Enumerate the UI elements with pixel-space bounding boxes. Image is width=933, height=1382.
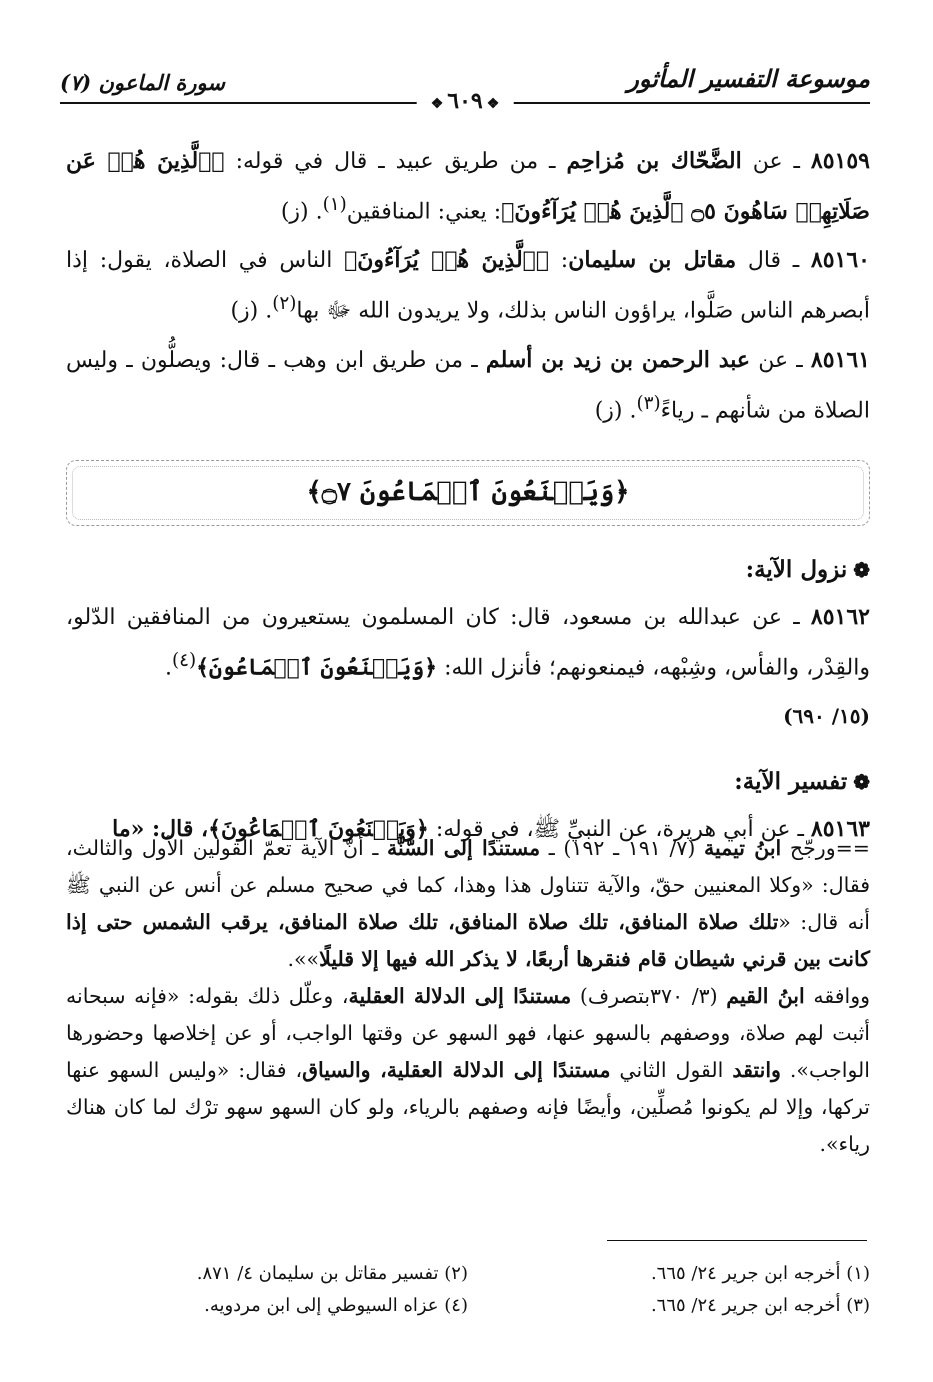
entry-number: ٨٥١٦٠ (810, 247, 870, 274)
surah-label: سورة الماعون (٧) (60, 70, 225, 95)
entry-text: ـ عن (750, 347, 811, 373)
entry-end: ، قال: «ما (112, 816, 209, 843)
footnote-3: (٣) أخرجه ابن جرير ٢٤/ ٦٦٥. (650, 1295, 870, 1316)
narrator-name: مقاتل بن سليمان (568, 247, 737, 274)
entry-end: . (ز) (280, 199, 323, 225)
narrator-name: عبد الرحمن بن زيد بن أسلم (485, 346, 751, 373)
entry-85162 (66, 596, 870, 689)
entry-end: . (164, 655, 172, 681)
note-text: ووافقه (804, 984, 870, 1008)
note-paragraph-2 (66, 978, 870, 1163)
entry-85161 (66, 339, 870, 432)
commentary-note (66, 830, 870, 1163)
ayah-banner (66, 460, 870, 526)
footnote-ref[interactable]: (٣) (636, 392, 661, 414)
entry-text: : يعني: المنافقين (346, 199, 502, 225)
ayah-text: ﴿وَيَمۡنَعُونَ ٱلۡمَاعُونَ ۝٧﴾ (306, 477, 630, 508)
note-text: ـ أنّ الآية تعمّ القولين الأول والثالث، فقال: «وكلا المعنيين حقّ، والآية تتناول هذا وهذا، كما في صحيح مسلم عن أنس عن النبي ﷺ أنه قال: « (66, 836, 870, 934)
hadith-text: تلك صلاة المنافق، تلك صلاة المنافق، تلك صلاة المنافق، يرقب الشمس حتى إذا كانت بين قرني شيطان قام فنقرها أربعًا، لا يذكر الله فيها إلا قليلًا (66, 910, 870, 971)
footnotes (66, 1258, 870, 1322)
note-paragraph-1 (66, 830, 870, 978)
ornament-icon: ❖ (486, 96, 500, 112)
entry-number: ٨٥١٦١ (810, 346, 870, 373)
flower-icon: ❁ (853, 557, 870, 582)
page-number-box (417, 88, 514, 114)
note-text: القول الثاني (610, 1058, 733, 1082)
entry-end: . (ز) (230, 298, 273, 324)
entry-85160 (66, 239, 870, 332)
entry-text: الناس في الصلاة، يقول: إذا أبصرهم الناس صَلَّوا، يراؤون الناس بذلك، ولا يريدون الله ﷻ بها (66, 248, 870, 324)
scholar-name: ابنُ القيم (726, 984, 805, 1008)
note-text: (٣/ ٣٧٠بتصرف) (571, 984, 727, 1008)
entry-text: ـ عن (741, 149, 811, 174)
entry-text: ـ من طريق ابن وهب ـ قال: ويصلُّون ـ وليس الصلاة من شأنهم ـ رياءً (66, 347, 870, 423)
footnote-rule (607, 1240, 867, 1241)
note-text: ، وعلّل ذلك بقوله: «فإنه سبحانه أثبت لهم صلاة، ووصفهم بالسهو عنها، فهو السهو عن وقتها الواجب، أو عن إخلاصها وحضورها الواجب». (66, 984, 870, 1082)
entry-number: ٨٥١٦٣ (810, 816, 870, 843)
entry-text: : (549, 248, 569, 274)
section-heading-nuzul (66, 548, 870, 592)
book-title: موسوعة التفسير المأثور (627, 64, 870, 93)
footnote-2: (٢) تفسير مقاتل بن سليمان ٤/ ٨٧١. (196, 1263, 468, 1284)
quran-verse: ﴿وَيَمۡنَعُونَ ٱلۡمَاعُونَ﴾ (196, 654, 438, 681)
section-title: تفسير الآية: (734, 768, 848, 796)
ornament-icon: ❖ (430, 96, 444, 112)
entry-text: ـ من طريق عبيد ـ قال في قوله: (224, 149, 567, 174)
quran-verse: ﴿ٱلَّذِينَ هُمۡ يُرَآءُونَ﴾ (344, 247, 550, 274)
volume-reference: (١٥/ ٦٩٠) (783, 704, 870, 729)
note-emphasis: وانتقد (732, 1058, 781, 1082)
note-text: ، فقال: «وليس السهو عنها تركها، وإلا لم يكونوا مُصلِّين، وأيضًا فإنه وصفهم بالرياء، ولو كان السهو سهو ترْك لما كان هناك رياء». (66, 1058, 870, 1156)
entry-number: ٨٥١٥٩ (810, 148, 870, 174)
entry-85159 (66, 140, 870, 233)
note-emphasis: مستندًا إلى الدلالة العقلية، والسياق (302, 1058, 611, 1082)
note-text: (٧/ ١٩١ ـ ١٩٢) ـ (540, 836, 705, 860)
section-heading-tafsir (66, 760, 870, 804)
note-text: »». (287, 947, 320, 971)
footnote-ref[interactable]: (٢) (272, 293, 297, 315)
main-text (66, 140, 870, 857)
footnote-4: (٤) عزاه السيوطي إلى ابن مردويه. (204, 1295, 468, 1316)
entry-text: ـ قال (736, 248, 811, 274)
page-number: ٦٠٩ (447, 88, 483, 114)
footnote-ref[interactable]: (١) (322, 194, 347, 215)
footnote-ref[interactable]: (٤) (171, 649, 197, 671)
page-header (60, 58, 870, 114)
narrator-name: الضَّحّاك بن مُزاحِم (566, 148, 742, 174)
footnote-1: (١) أخرجه ابن جرير ٢٤/ ٦٦٥. (650, 1263, 870, 1284)
quran-verse: ﴿وَيَمۡنَعُونَ ٱلۡمَاعُونَ﴾ (208, 816, 429, 843)
note-text: ورجّح (781, 836, 836, 860)
flower-icon: ❁ (853, 770, 870, 795)
note-emphasis: مستندًا إلى السُّنَّة (387, 836, 541, 860)
scholar-name: ابنُ تيمية (704, 836, 782, 860)
entry-number: ٨٥١٦٢ (810, 603, 870, 630)
entry-text: ـ عن أبي هريرة، عن النبيِّ ﷺ، في قوله: (428, 817, 811, 843)
note-emphasis: مستندًا إلى الدلالة العقلية (348, 984, 572, 1008)
quran-verse: ﴿ٱلَّذِينَ هُمۡ عَن صَلَاتِهِمۡ سَاهُونَ ۝٥ ٱلَّذِينَ هُمۡ يُرَآءُونَ﴾ (66, 148, 870, 225)
footnote-row (66, 1258, 870, 1290)
section-title: نزول الآية: (745, 555, 848, 583)
continuation-mark: == (835, 836, 870, 860)
entry-end: . (ز) (594, 397, 637, 423)
footnote-row (66, 1290, 870, 1322)
entry-text: ـ عن عبدالله بن مسعود، قال: كان المسلمون يستعيرون من المنافقين الدّلو، والقِدْر، والفأس، وشِبْهه، فيمنعونهم؛ فأنزل الله: (66, 604, 870, 681)
